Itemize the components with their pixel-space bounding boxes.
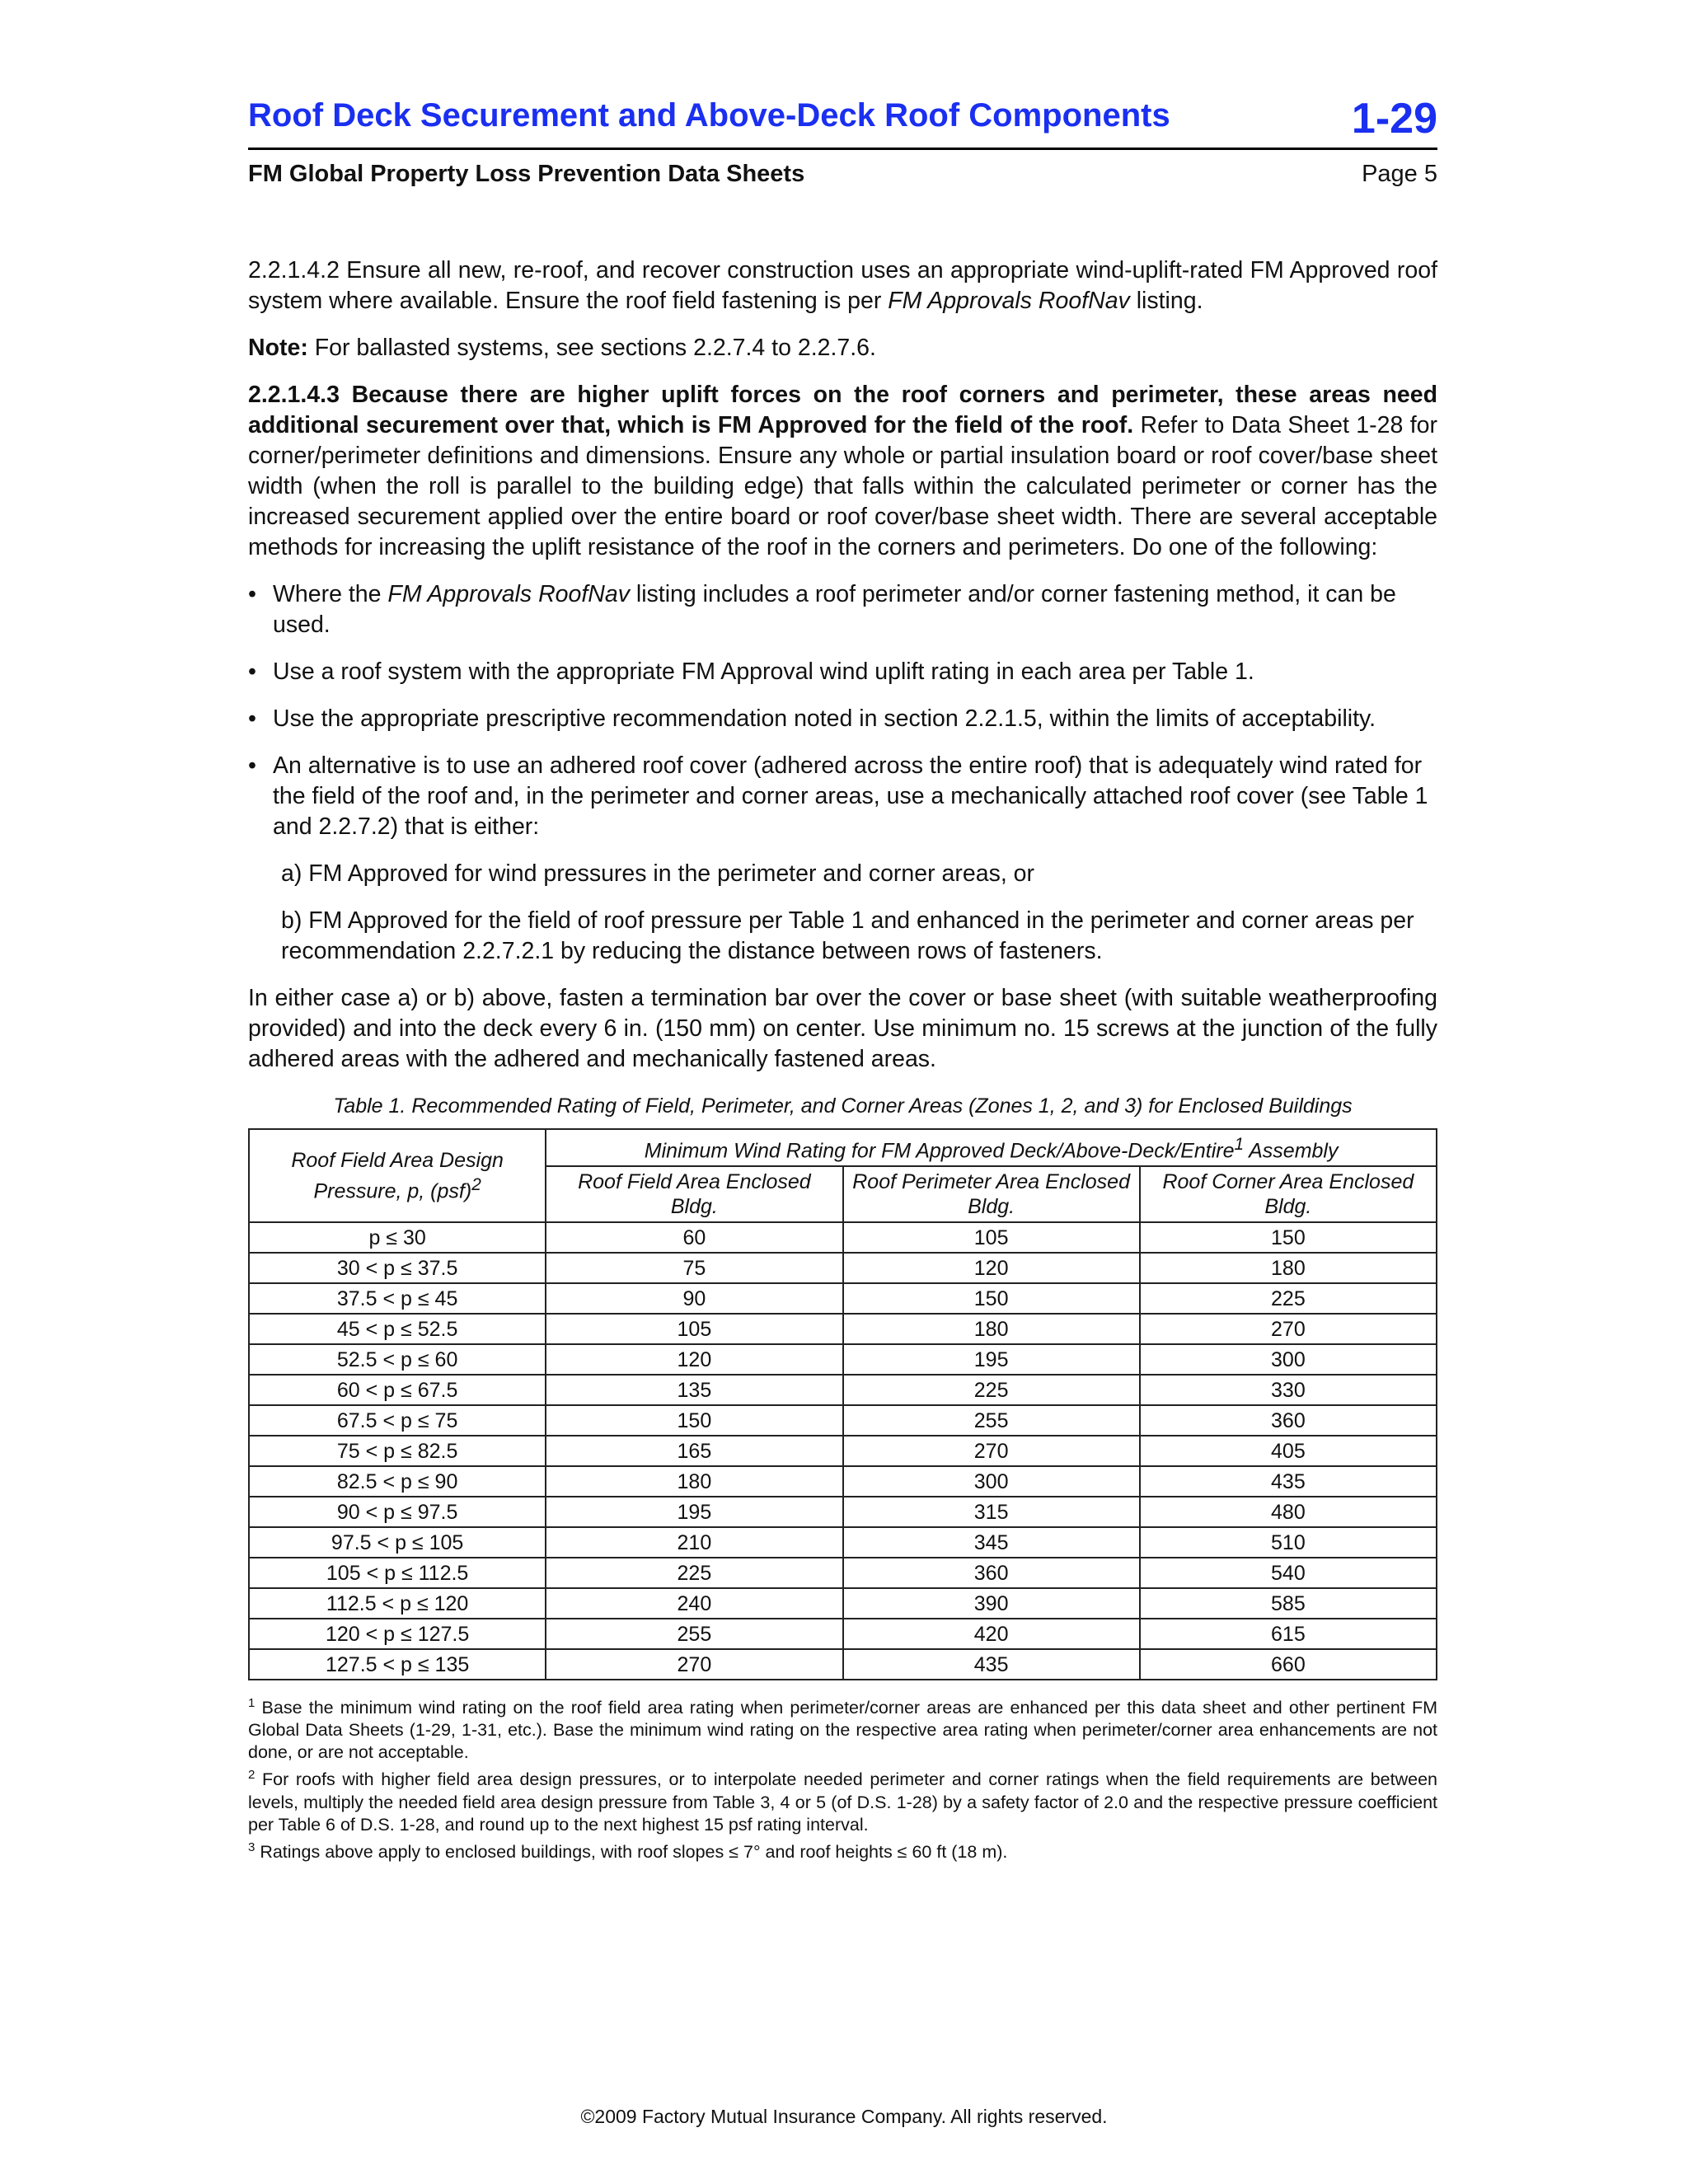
data-sheet-number: 1-29 [1351,95,1437,143]
sub-item-b: b) FM Approved for the field of roof pressure per Table 1 and enhanced in the perimeter and corner areas per recommendation 2.2.7.2.1 by reducing the distance between rows of fasteners. [281,907,1414,964]
column-header-perimeter: Roof Perimeter Area Enclosed Bldg. [843,1166,1140,1222]
table-cell: 435 [843,1649,1140,1680]
table-cell: 225 [843,1375,1140,1405]
ballast-note: Note: For ballasted systems, see sections 2.2.7.4 to 2.2.7.6. [248,335,876,361]
table-cell: 585 [1140,1588,1437,1619]
table-cell: 37.5 < p ≤ 45 [249,1283,546,1314]
paragraph-2-2-1-4-2: 2.2.1.4.2 Ensure all new, re-roof, and recover construction uses an appropriate wind-uplift-rated FM Approved roof system where available. Ensure the roof field fastening is per FM Approvals RoofNav listing. [248,257,1437,314]
method-list [248,579,1437,842]
table-cell: 270 [1140,1314,1437,1344]
table-body [249,1222,1437,1680]
page-number: Page 5 [1362,161,1437,187]
table-cell: 105 [546,1314,842,1344]
table-cell: 127.5 < p ≤ 135 [249,1649,546,1680]
group-header: Minimum Wind Rating for FM Approved Deck/Above-Deck/Entire$^1$ Assembly [546,1129,1437,1166]
table-row [249,1527,1437,1558]
table-cell: 540 [1140,1558,1437,1588]
table-row [249,1497,1437,1527]
table-cell: 480 [1140,1497,1437,1527]
page-content [248,255,1437,1863]
table-cell: 210 [546,1527,842,1558]
either-case-paragraph: In either case a) or b) above, fasten a termination bar over the cover or base sheet (with suitable weatherproofing provided) and into the deck every 6 in. (150 mm) on center. Use minimum no. 15 screws at the junction of the fully adhered areas with the adhered and mechanically fastened areas. [248,985,1437,1072]
table-cell: 195 [546,1497,842,1527]
paragraph-2-2-1-4-3: 2.2.1.4.3 Because there are higher uplift forces on the roof corners and perimeter, these areas need additional securement over that, which is FM Approved for the field of the roof. Refer to Data Sheet 1-28 for corner/perimeter definitions and dimensions. Ensure any whole or partial insulation board or roof cover/base sheet width (when the roll is parallel to the building edge) that falls within the calculated perimeter or corner has the increased securement applied over the entire board or roof cover/base sheet width. There are several acceptable methods for increasing the uplift resistance of the roof in the corners and perimeters. Do one of the following: [248,382,1437,560]
table-cell: 195 [843,1344,1140,1375]
table-row [249,1619,1437,1649]
table-cell: 390 [843,1588,1140,1619]
footnote-1: $^1$ Base the minimum wind rating on the roof field area rating when perimeter/corner areas are enhanced per this data sheet and other pertinent FM Global Data Sheets (1-29, 1-31, etc.). Base the minimum wind rating on the respective area rating when perimeter/corner area enhancements are not done, or are not acceptable. [248,1696,1437,1763]
table-cell: 315 [843,1497,1140,1527]
table-cell: 435 [1140,1466,1437,1497]
document-title: Roof Deck Securement and Above-Deck Roof Components [248,97,1170,134]
table-cell: 360 [1140,1405,1437,1436]
table-cell: 75 [546,1253,842,1283]
table-cell: 330 [1140,1375,1437,1405]
list-item: • Use the appropriate prescriptive recommendation noted in section 2.2.1.5, within the limits of acceptability. [248,704,1437,734]
table-cell: 615 [1140,1619,1437,1649]
table-cell: 45 < p ≤ 52.5 [249,1314,546,1344]
table-cell: 420 [843,1619,1140,1649]
table-cell: 360 [843,1558,1140,1588]
table-cell: 180 [843,1314,1140,1344]
table-cell: 112.5 < p ≤ 120 [249,1588,546,1619]
table-cell: 405 [1140,1436,1437,1466]
list-item: • An alternative is to use an adhered roof cover (adhered across the entire roof) that is adequately wind rated for the field of the roof and, in the perimeter and corner areas, use a mechanically attached roof cover (see Table 1 and 2.2.7.2) that is either: [248,751,1437,842]
column-header-field: Roof Field Area Enclosed Bldg. [546,1166,842,1222]
table-cell: 90 [546,1283,842,1314]
sub-item-a: a) FM Approved for wind pressures in the perimeter and corner areas, or [281,860,1035,887]
table-row [249,1222,1437,1253]
document-subtitle: FM Global Property Loss Prevention Data Sheets [248,161,805,187]
table-cell: 270 [843,1436,1140,1466]
table-cell: 300 [843,1466,1140,1497]
table-cell: 52.5 < p ≤ 60 [249,1344,546,1375]
footnote-2: $^2$ For roofs with higher field area design pressures, or to interpolate needed perimeter and corner ratings when the field requirements are between levels, multiply the needed field area design pressure from Table 3, 4 or 5 (of D.S. 1-28) by a safety factor of 2.0 and the respective pressure coefficient per Table 6 of D.S. 1-28, and round up to the next highest 15 psf rating interval. [248,1768,1437,1835]
footnote-3: $^3$ Ratings above apply to enclosed buildings, with roof slopes ≤ 7° and roof heights ≤ 60 ft (18 m). [248,1840,1008,1862]
table-cell: 105 < p ≤ 112.5 [249,1558,546,1588]
table-cell: 225 [1140,1283,1437,1314]
table-cell: 97.5 < p ≤ 105 [249,1527,546,1558]
table-cell: 120 [843,1253,1140,1283]
table-row [249,1375,1437,1405]
table-row [249,1466,1437,1497]
table-cell: 120 [546,1344,842,1375]
table-cell: 270 [546,1649,842,1680]
table-row [249,1649,1437,1680]
table-row [249,1588,1437,1619]
table-cell: 660 [1140,1649,1437,1680]
table-row [249,1344,1437,1375]
table-cell: 255 [546,1619,842,1649]
list-item: • Use a roof system with the appropriate FM Approval wind uplift rating in each area per Table 1. [248,657,1437,687]
table-cell: 225 [546,1558,842,1588]
table-cell: 300 [1140,1344,1437,1375]
table-caption: Table 1. Recommended Rating of Field, Perimeter, and Corner Areas (Zones 1, 2, and 3) for Enclosed Buildings [333,1094,1353,1118]
table-cell: 75 < p ≤ 82.5 [249,1436,546,1466]
table-cell: 180 [1140,1253,1437,1283]
rating-table [248,1128,1437,1680]
column-header-corner: Roof Corner Area Enclosed Bldg. [1140,1166,1437,1222]
table-row [249,1283,1437,1314]
table-cell: 105 [843,1222,1140,1253]
table-cell: 120 < p ≤ 127.5 [249,1619,546,1649]
table-cell: p ≤ 30 [249,1222,546,1253]
table-row [249,1558,1437,1588]
table-row [249,1405,1437,1436]
table-cell: 67.5 < p ≤ 75 [249,1405,546,1436]
table-cell: 150 [546,1405,842,1436]
table-row [249,1253,1437,1283]
column-header-pressure: Roof Field Area Design Pressure, p, (psf)$^2$ [249,1129,546,1222]
copyright-footer: ©2009 Factory Mutual Insurance Company. All rights reserved. [580,2106,1108,2127]
list-item: • Where the FM Approvals RoofNav listing includes a roof perimeter and/or corner fastening method, it can be used. [248,579,1437,640]
table-footnotes [248,1692,1437,1863]
header-divider [248,148,1437,150]
table-cell: 60 [546,1222,842,1253]
table-cell: 30 < p ≤ 37.5 [249,1253,546,1283]
table-cell: 60 < p ≤ 67.5 [249,1375,546,1405]
table-cell: 135 [546,1375,842,1405]
table-cell: 255 [843,1405,1140,1436]
table-row [249,1314,1437,1344]
table-cell: 82.5 < p ≤ 90 [249,1466,546,1497]
table-cell: 345 [843,1527,1140,1558]
table-cell: 510 [1140,1527,1437,1558]
table-cell: 150 [1140,1222,1437,1253]
table-row [249,1436,1437,1466]
table-cell: 150 [843,1283,1140,1314]
table-cell: 90 < p ≤ 97.5 [249,1497,546,1527]
table-cell: 180 [546,1466,842,1497]
table-cell: 240 [546,1588,842,1619]
table-cell: 165 [546,1436,842,1466]
